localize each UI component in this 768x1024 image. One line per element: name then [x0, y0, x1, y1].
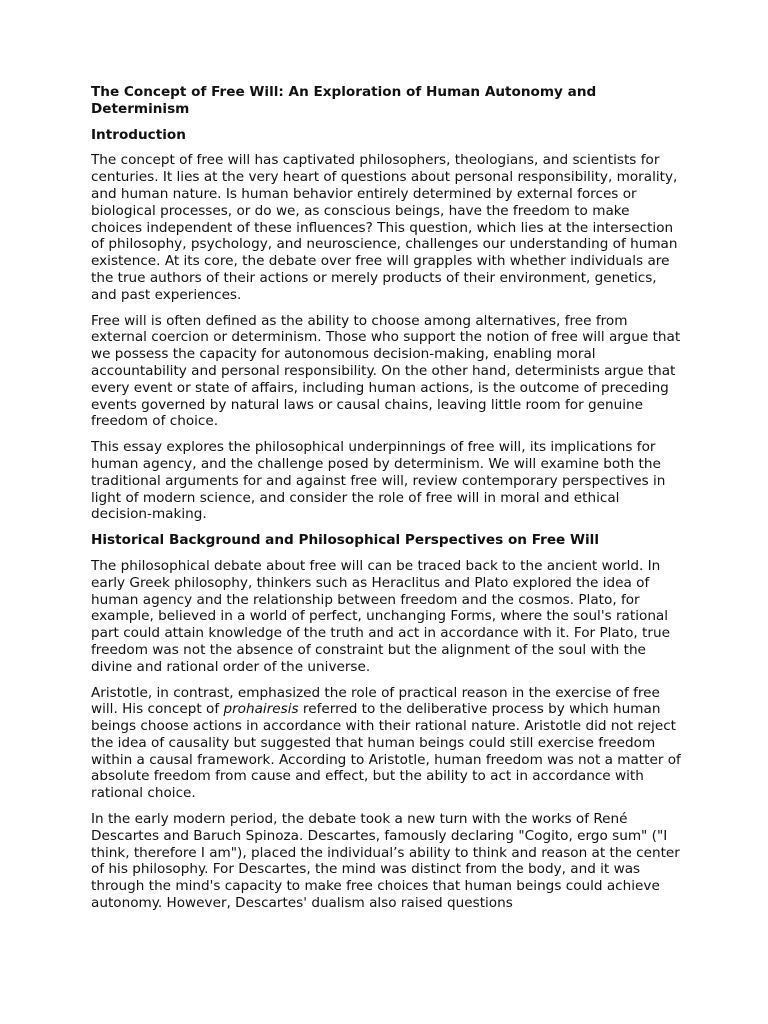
body-paragraph	[91, 152, 681, 303]
paragraph-text: In the early modern period, the debate took a new turn with the works of René Descartes and Baruch Spinoza. Descartes, famously declaring "Cogito, ergo sum" ("I think, therefore I am"), placed the individual’s ability to think and reason at the center of his philosophy. For Descartes, the mind was distinct from the body, and it was through the mind's capacity to make free choices that human beings could achieve autonomy. However, Descartes' dualism also raised questions	[91, 811, 680, 912]
body-paragraph	[91, 439, 681, 523]
paragraph-text: referred to the deliberative process by which human beings choose actions in accordance with their rational nature. Aristotle did not reject the idea of causality but suggested that human beings could still exercise freedom within a causal framework. According to Aristotle, human freedom was not a matter of absolute freedom from cause and effect, but the ability to act in accordance with rational choice.	[91, 701, 681, 802]
document-page	[91, 84, 681, 921]
paragraph-text: This essay explores the philosophical underpinnings of free will, its implications for human agency, and the challenge posed by determinism. We will examine both the traditional arguments for and against free will, review contemporary perspectives in light of modern science, and consider the role of free will in moral and ethical decision-making.	[91, 439, 666, 523]
section-heading: Introduction	[91, 126, 186, 143]
paragraph-text: The concept of free will has captivated philosophers, theologians, and scientists for centuries. It lies at the very heart of questions about personal responsibility, morality, and human nature. Is human behavior entirely determined by external forces or biological processes, or do we, as conscious beings, have the freedom to make choices independent of these influences? This question, which lies at the intersection of philosophy, psychology, and neuroscience, challenges our understanding of human existence. At its core, the debate over free will grapples with whether individuals are the true authors of their actions or merely products of their environment, genetics, and past experiences.	[91, 152, 678, 303]
section-heading: Historical Background and Philosophical Perspectives on Free Will	[91, 532, 599, 549]
italic-term: prohairesis	[223, 701, 299, 718]
paragraph-text: The philosophical debate about free will can be traced back to the ancient world. In early Greek philosophy, thinkers such as Heraclitus and Plato explored the idea of human agency and the relationship between freedom and the cosmos. Plato, for example, believed in a world of perfect, unchanging Forms, where the soul's rational part could attain knowledge of the truth and act in accordance with it. For Plato, true freedom was not the absence of constraint but the alignment of the soul with the divine and rational order of the universe.	[91, 557, 670, 675]
paragraph-text: Aristotle, in contrast, emphasized the role of practical reason in the exercise of free will. His concept of	[91, 684, 660, 718]
body-paragraph	[91, 558, 681, 676]
document-title: The Concept of Free Will: An Exploration of Human Autonomy and Determinism	[91, 84, 597, 117]
paragraph-text: Free will is often defined as the ability to choose among alternatives, free from external coercion or determinism. Those who support the notion of free will argue that we possess the capacity for autonomous decision-making, enabling moral accountability and personal responsibility. On the other hand, determinists argue that every event or state of affairs, including human actions, is the outcome of preceding events governed by natural laws or causal chains, leaving little room for genuine freedom of choice.	[91, 312, 681, 430]
body-paragraph	[91, 685, 681, 803]
document-body	[91, 127, 681, 912]
body-paragraph	[91, 313, 681, 431]
body-paragraph	[91, 811, 681, 912]
